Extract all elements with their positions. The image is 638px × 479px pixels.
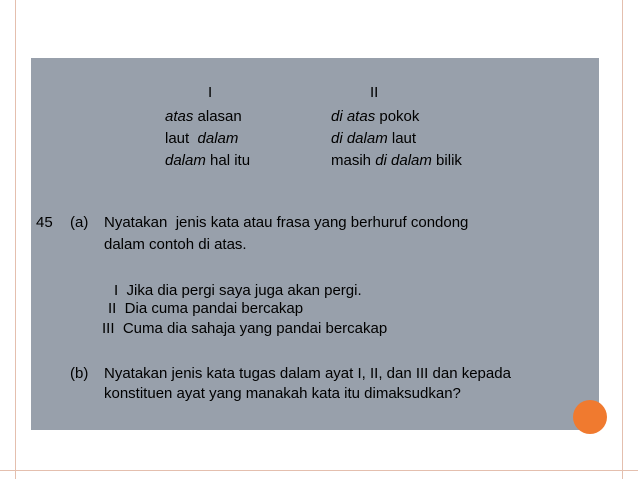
accent-circle: [573, 400, 607, 434]
col2-row-1: di atas pokok: [331, 108, 420, 125]
question-number: 45: [36, 214, 53, 231]
part-a-text-line-1: Nyatakan jenis kata atau frasa yang berhuruf condong: [104, 214, 469, 231]
col2-row-2: di dalam laut: [331, 130, 417, 147]
sentence-3: III Cuma dia sahaja yang pandai bercakap: [102, 320, 388, 337]
frame-line-left: [15, 0, 16, 479]
col1-row-1: atas alasan: [165, 108, 242, 125]
part-b-text-line-1: Nyatakan jenis kata tugas dalam ayat I, II, dan III dan kepada: [104, 365, 511, 382]
part-a-label: (a): [70, 214, 89, 231]
sentence-2: II Dia cuma pandai bercakap: [108, 300, 304, 317]
frame-line-right: [622, 0, 623, 479]
col1-row-2: laut dalam: [165, 130, 239, 147]
column-heading-1: I: [208, 84, 213, 101]
part-b-label: (b): [70, 365, 89, 382]
part-b-text-line-2: konstituen ayat yang manakah kata itu dimaksudkan?: [104, 385, 461, 402]
column-heading-2: II: [370, 84, 379, 101]
sentence-1: I Jika dia pergi saya juga akan pergi.: [114, 282, 362, 299]
part-a-text-line-2: dalam contoh di atas.: [104, 236, 247, 253]
frame-line-bottom: [0, 470, 638, 471]
col1-row-3: dalam hal itu: [165, 152, 251, 169]
col2-row-3: masih di dalam bilik: [331, 152, 462, 169]
